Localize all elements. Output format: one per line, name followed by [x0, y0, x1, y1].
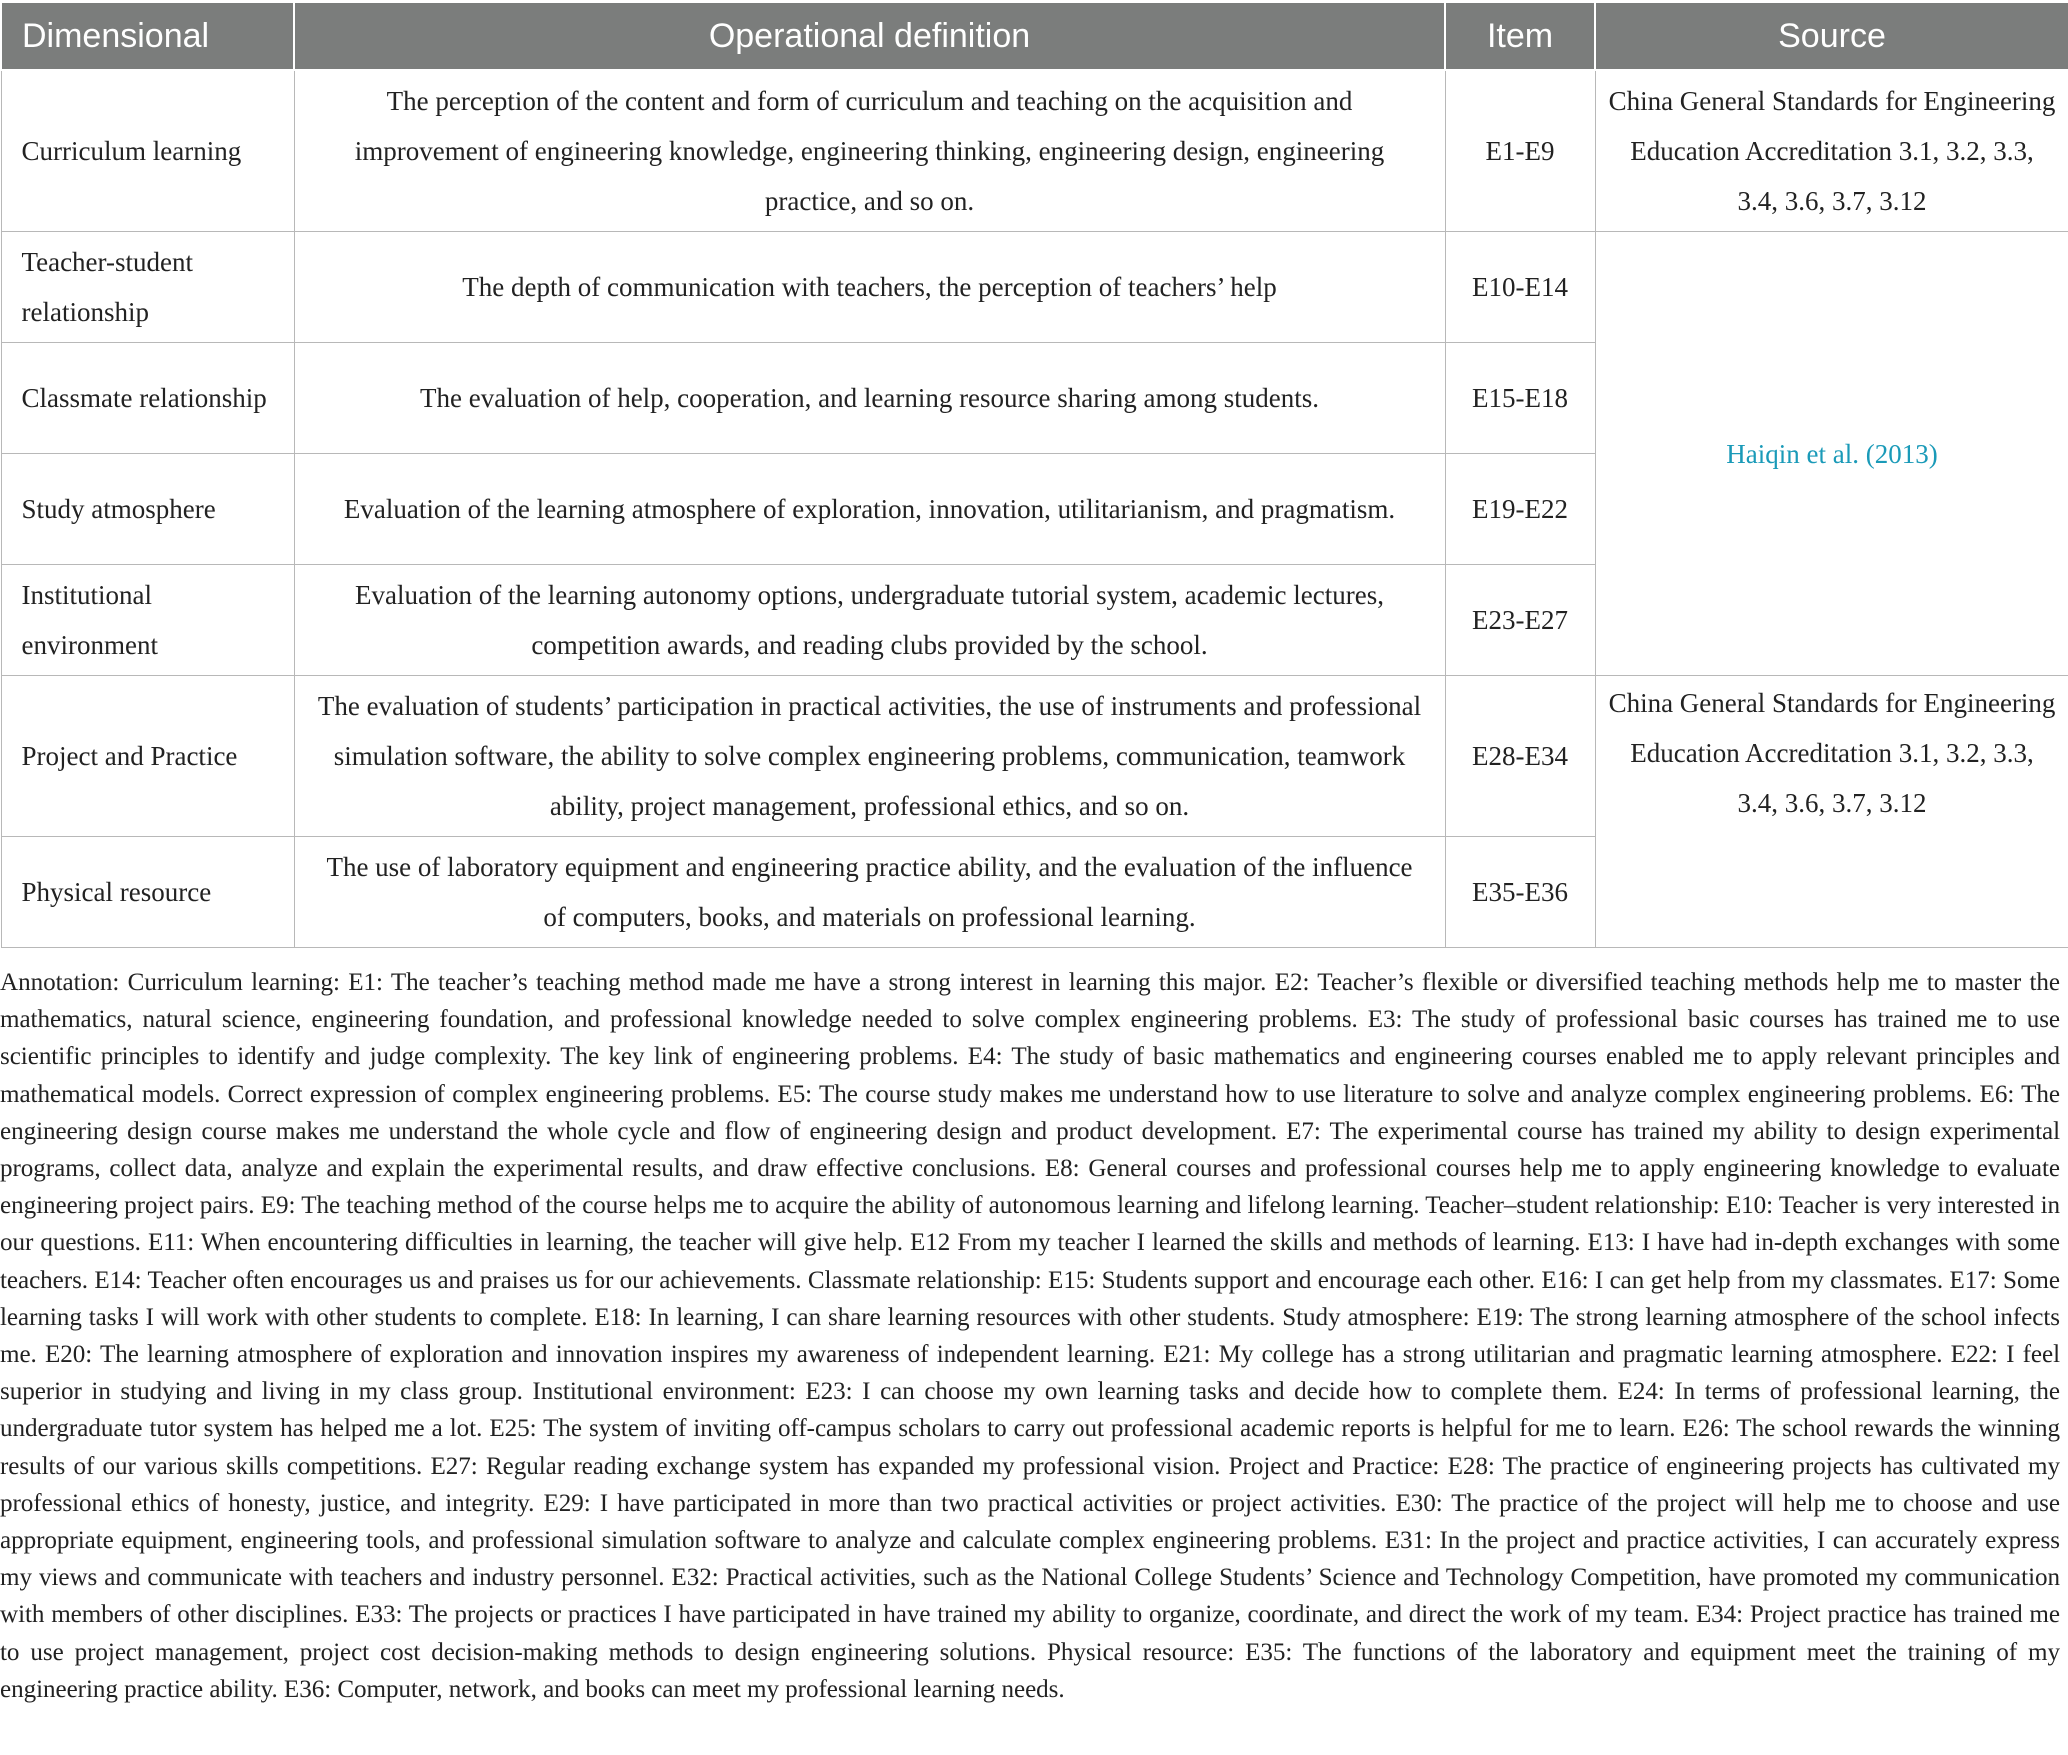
- header-row: [1, 3, 2068, 70]
- table-row: [1, 70, 2068, 232]
- definition-cell: The evaluation of help, cooperation, and learning resource sharing among students.: [294, 343, 1445, 454]
- item-cell: E35-E36: [1445, 837, 1595, 948]
- definition-cell: Evaluation of the learning autonomy options, undergraduate tutorial system, academic lectures, competition awards, and reading clubs provided by the school.: [294, 565, 1445, 676]
- definition-cell: The evaluation of students’ participation in practical activities, the use of instruments and professional simulation software, the ability to solve complex engineering problems, communication, teamwork ability, project management, professional ethics, and so on.: [294, 676, 1445, 837]
- definition-cell: The depth of communication with teachers, the perception of teachers’ help: [294, 232, 1445, 343]
- item-cell: E1-E9: [1445, 70, 1595, 232]
- dimension-table: [0, 3, 2068, 948]
- item-cell: E15-E18: [1445, 343, 1595, 454]
- header-item: Item: [1445, 3, 1595, 70]
- table-row: [1, 232, 2068, 343]
- item-cell: E19-E22: [1445, 454, 1595, 565]
- item-cell: E10-E14: [1445, 232, 1595, 343]
- item-cell: E23-E27: [1445, 565, 1595, 676]
- definition-cell: Evaluation of the learning atmosphere of exploration, innovation, utilitarianism, and pragmatism.: [294, 454, 1445, 565]
- dimension-cell: Project and Practice: [1, 676, 294, 837]
- header-operational-definition: Operational definition: [294, 3, 1445, 70]
- source-cell: China General Standards for Engineering Education Accreditation 3.1, 3.2, 3.3, 3.4, 3.6, 3.7, 3.12: [1595, 70, 2068, 232]
- source-cell: China General Standards for Engineering Education Accreditation 3.1, 3.2, 3.3, 3.4, 3.6, 3.7, 3.12: [1595, 676, 2068, 948]
- dimension-cell: Teacher-student relationship: [1, 232, 294, 343]
- item-cell: E28-E34: [1445, 676, 1595, 837]
- dimension-cell: Physical resource: [1, 837, 294, 948]
- header-source: Source: [1595, 3, 2068, 70]
- definition-cell: The perception of the content and form of curriculum and teaching on the acquisition and improvement of engineering knowledge, engineering thinking, engineering design, engineering practice, and so on.: [294, 70, 1445, 232]
- dimension-cell: Institutional environment: [1, 565, 294, 676]
- table-annotation: Annotation: Curriculum learning: E1: The teacher’s teaching method made me have a strong interest in learning this major. E2: Teacher’s flexible or diversified teaching methods help me to master the mathematics, natural science, engineering foundation, and professional knowledge needed to solve complex engineering problems. E3: The study of professional basic courses has trained me to use scientific principles to identify and judge complexity. The key link of engineering problems. E4: The study of basic mathematics and engineering courses enabled me to apply relevant principles and mathematical models. Correct expression of complex engineering problems. E5: The course study makes me understand how to use literature to solve and analyze complex engineering problems. E6: The engineering design course makes me understand the whole cycle and flow of engineering design and product development. E7: The experimental course has trained my ability to design experimental programs, collect data, analyze and explain the experimental results, and draw effective conclusions. E8: General courses and professional courses help me to apply engineering knowledge to evaluate engineering project pairs. E9: The teaching method of the course helps me to acquire the ability of autonomous learning and lifelong learning. Teacher–student relationship: E10: Teacher is very interested in our questions. E11: When encountering difficulties in learning, the teacher will give help. E12 From my teacher I learned the skills and methods of learning. E13: I have had in-depth exchanges with some teachers. E14: Teacher often encourages us and praises us for our achievements. Classmate relationship: E15: Students support and encourage each other. E16: I can get help from my classmates. E17: Some learning tasks I will work with other students to complete. E18: In learning, I can share learning resources with other students. Study atmosphere: E19: The strong learning atmosphere of the school infects me. E20: The learning atmosphere of exploration and innovation inspires my awareness of independent learning. E21: My college has a strong utilitarian and pragmatic learning atmosphere. E22: I feel superior in studying and living in my class group. Institutional environment: E23: I can choose my own learning tasks and decide how to complete them. E24: In terms of professional learning, the undergraduate tutor system has helped me a lot. E25: The system of inviting off-campus scholars to carry out professional academic reports is helpful for me to learn. E26: The school rewards the winning results of our various skills competitions. E27: Regular reading exchange system has expanded my professional vision. Project and Practice: E28: The practice of engineering projects has cultivated my professional ethics of honesty, justice, and integrity. E29: I have participated in more than two practical activities or project activities. E30: The practice of the project will help me to choose and use appropriate equipment, engineering tools, and professional simulation software to analyze and calculate complex engineering problems. E31: In the project and practice activities, I can accurately express my views and communicate with teachers and industry personnel. E32: Practical activities, such as the National College Students’ Science and Technology Competition, have promoted my communication with members of other disciplines. E33: The projects or practices I have participated in have trained my ability to organize, coordinate, and direct the work of my team. E34: Project practice has trained me to use project management, project cost decision-making methods to design engineering solutions. Physical resource: E35: The functions of the laboratory and equipment meet the training of my engineering practice ability. E36: Computer, network, and books can meet my professional learning needs.: [0, 969, 2060, 1703]
- dimension-cell: Curriculum learning: [1, 70, 294, 232]
- dimension-cell: Study atmosphere: [1, 454, 294, 565]
- definition-cell: The use of laboratory equipment and engineering practice ability, and the evaluation of the influence of computers, books, and materials on professional learning.: [294, 837, 1445, 948]
- table-row: [1, 676, 2068, 837]
- dimension-cell: Classmate relationship: [1, 343, 294, 454]
- header-dimensional: Dimensional: [1, 3, 294, 70]
- source-citation-link[interactable]: Haiqin et al. (2013): [1595, 232, 2068, 676]
